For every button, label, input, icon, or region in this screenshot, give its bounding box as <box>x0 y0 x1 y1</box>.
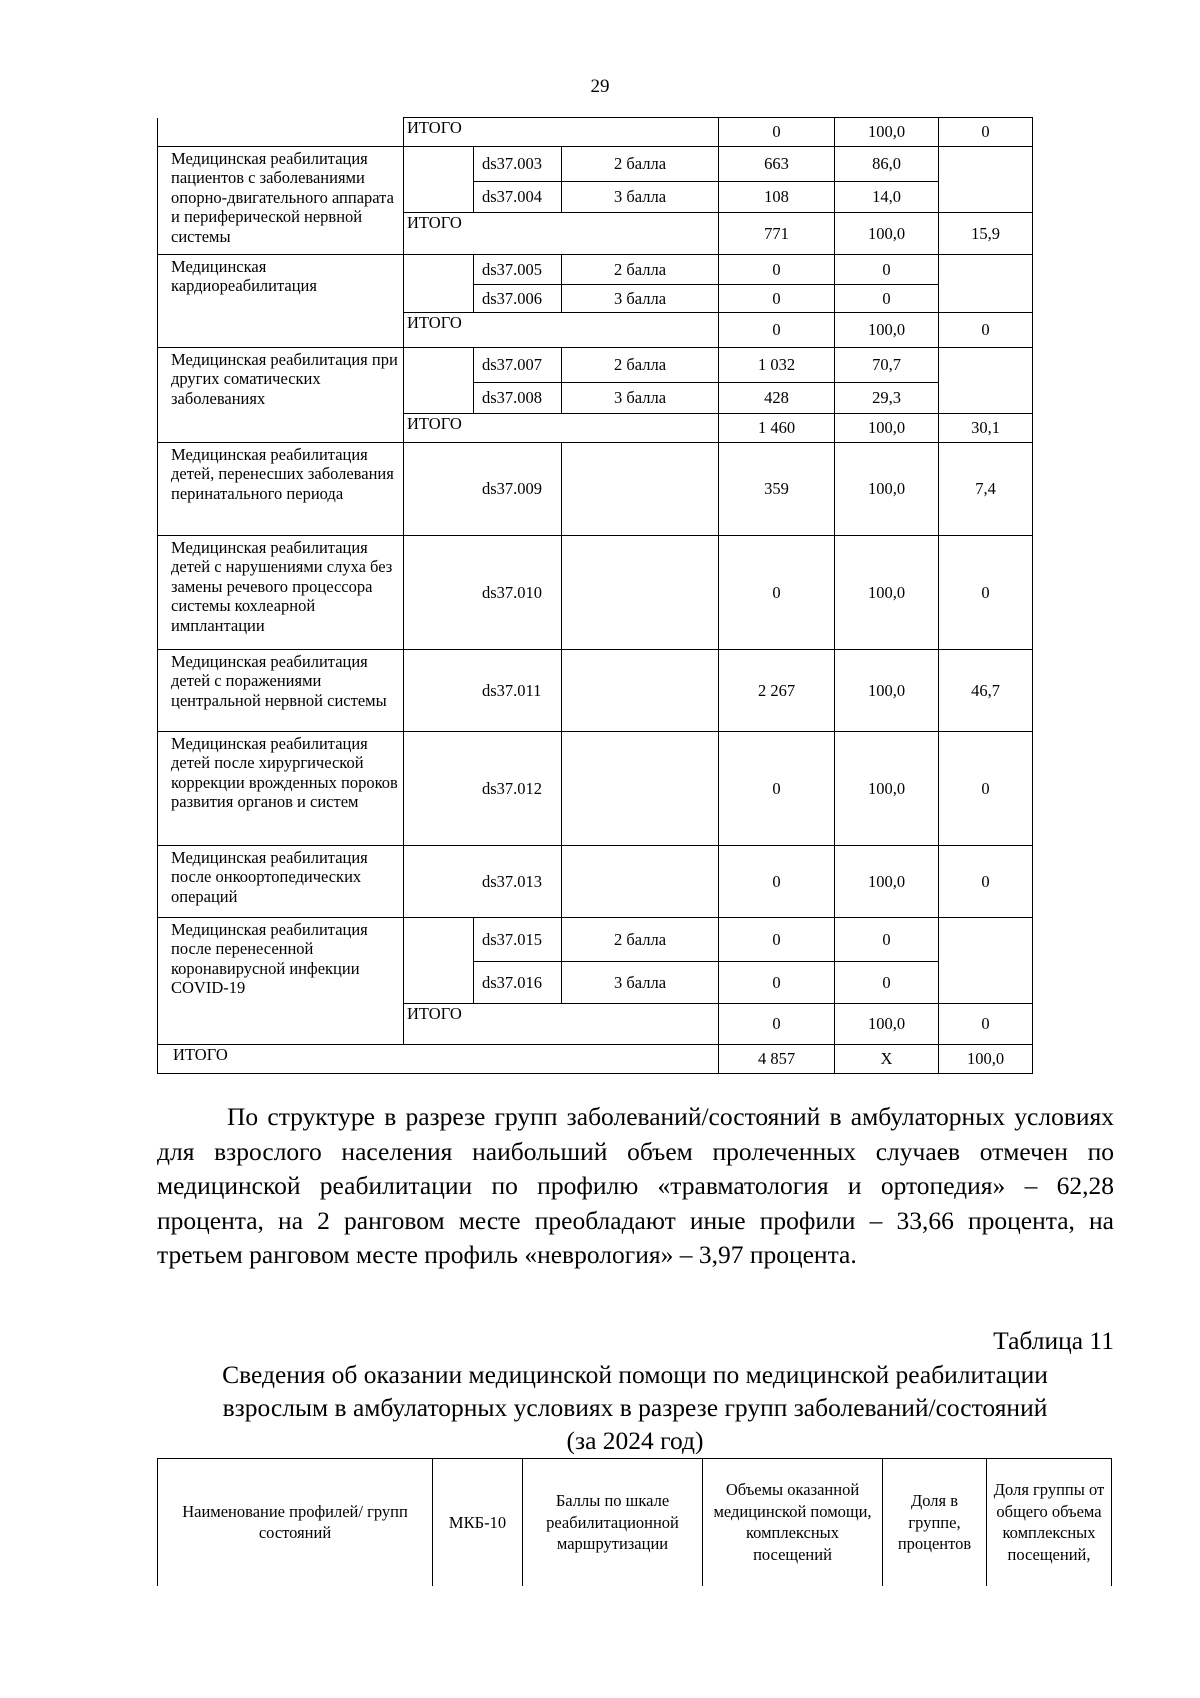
table-title-line: взрослым в амбулаторных условиях в разрезе групп заболеваний/состояний <box>222 1393 1048 1422</box>
share-cell: 14,0 <box>835 182 939 213</box>
code-cell: ds37.010 <box>404 536 562 650</box>
empty-cell <box>158 118 404 147</box>
code-cell: ds37.004 <box>474 182 562 213</box>
share-cell: 0 <box>835 255 939 285</box>
total-share: 100,0 <box>835 414 939 443</box>
profile-name: Медицинская реабилитация при других соматических заболеваниях <box>158 348 404 443</box>
empty-cell <box>562 650 719 732</box>
table-title-line: (за 2024 год) <box>566 1426 704 1455</box>
code-cell: ds37.012 <box>404 732 562 846</box>
header-icd: МКБ-10 <box>433 1459 523 1586</box>
total-group-share: 0 <box>939 313 1033 348</box>
score-cell: 3 балла <box>562 383 719 414</box>
profile-name: Медицинская реабилитация детей с поражениями центральной нервной системы <box>158 650 404 732</box>
count-cell: 0 <box>719 732 835 846</box>
total-label: ИТОГО <box>404 213 719 255</box>
share-cell: 100,0 <box>835 732 939 846</box>
count-cell: 0 <box>719 536 835 650</box>
empty-cell <box>939 147 1033 213</box>
table-row <box>158 846 1033 918</box>
share-cell: 0 <box>835 962 939 1004</box>
total-count: 1 460 <box>719 414 835 443</box>
total-label: ИТОГО <box>404 1004 719 1045</box>
count-cell: 1 032 <box>719 348 835 383</box>
share-cell: 0 <box>835 918 939 962</box>
table-row <box>158 918 1033 962</box>
header-share: Доля в группе, процентов <box>883 1459 987 1586</box>
empty-cell <box>562 536 719 650</box>
total-label: ИТОГО <box>404 313 719 348</box>
total-group-share: 30,1 <box>939 414 1033 443</box>
table-header-row <box>158 1459 1112 1586</box>
count-cell: 108 <box>719 182 835 213</box>
empty-cell <box>562 846 719 918</box>
profile-name: Медицинская реабилитация детей с нарушениями слуха без замены речевого процессора системы кохлеарной имплантации <box>158 536 404 650</box>
count-cell: 428 <box>719 383 835 414</box>
profile-name: Медицинская реабилитация детей, перенесших заболевания перинатального периода <box>158 443 404 536</box>
profile-name: Медицинская реабилитация после онкоортопедических операций <box>158 846 404 918</box>
table-number-label: Таблица 11 <box>993 1326 1114 1355</box>
profile-name: Медицинская реабилитация детей после хирургической коррекции врожденных пороков развития органов и систем <box>158 732 404 846</box>
body-paragraph <box>157 1100 1114 1273</box>
share-cell: 29,3 <box>835 383 939 414</box>
table-row <box>158 443 1033 536</box>
profile-name: Медицинская реабилитация пациентов с заболеваниями опорно-двигательного аппарата и периферической нервной системы <box>158 147 404 255</box>
score-cell: 2 балла <box>562 918 719 962</box>
empty-cell <box>562 443 719 536</box>
table-11-header <box>157 1458 1112 1586</box>
total-label: ИТОГО <box>404 118 719 147</box>
total-count: 771 <box>719 213 835 255</box>
table-row <box>158 536 1033 650</box>
header-score: Баллы по шкале реабилитационной маршрутизации <box>523 1459 703 1586</box>
total-share: 100,0 <box>835 313 939 348</box>
code-cell: ds37.006 <box>474 285 562 313</box>
header-volume: Объемы оказанной медицинской помощи, комплексных посещений <box>703 1459 883 1586</box>
code-cell: ds37.008 <box>474 383 562 414</box>
empty-cell <box>562 732 719 846</box>
count-cell: 2 267 <box>719 650 835 732</box>
share-cell: 100,0 <box>835 443 939 536</box>
profile-name: Медицинская кардиореабилитация <box>158 255 404 348</box>
share-cell: 70,7 <box>835 348 939 383</box>
total-label: ИТОГО <box>404 414 719 443</box>
count-cell: 0 <box>719 255 835 285</box>
empty-cell <box>404 348 474 414</box>
count-cell: 0 <box>719 962 835 1004</box>
code-cell: ds37.009 <box>404 443 562 536</box>
group-share-cell: 46,7 <box>939 650 1033 732</box>
empty-cell <box>939 918 1033 1004</box>
total-count: 0 <box>719 1004 835 1045</box>
total-group-share: 15,9 <box>939 213 1033 255</box>
data-table-continuation <box>157 117 1033 1074</box>
code-cell: ds37.005 <box>474 255 562 285</box>
paragraph-text: По структуре в разрезе групп заболеваний/состояний в амбулаторных условиях для взрослого населения наибольший объем пролеченных случаев отмечен по медицинской реабилитации по профилю «травматология и ортопедия» – 62,28 процента, на 2 ранговом месте преобладают иные профили – 33,66 процента, на третьем ранговом месте профиль «неврология» – 3,97 процента. <box>157 1102 1114 1269</box>
code-cell: ds37.015 <box>474 918 562 962</box>
table-row <box>158 650 1033 732</box>
total-share: 100,0 <box>835 1004 939 1045</box>
total-group-share: 0 <box>939 118 1033 147</box>
group-share-cell: 0 <box>939 846 1033 918</box>
table-title <box>150 1358 1120 1457</box>
code-cell: ds37.011 <box>404 650 562 732</box>
page-number: 29 <box>590 76 610 97</box>
count-cell: 0 <box>719 918 835 962</box>
score-cell: 3 балла <box>562 285 719 313</box>
table-row <box>158 732 1033 846</box>
group-share-cell: 0 <box>939 732 1033 846</box>
table-row-grand-total <box>158 1045 1033 1074</box>
table-row <box>158 255 1033 285</box>
share-cell: 100,0 <box>835 650 939 732</box>
profile-name: Медицинская реабилитация после перенесенной коронавирусной инфекции COVID-19 <box>158 918 404 1045</box>
table-row-total <box>158 118 1033 147</box>
group-share-cell: 7,4 <box>939 443 1033 536</box>
grand-total-label: ИТОГО <box>158 1045 719 1074</box>
score-cell: 3 балла <box>562 962 719 1004</box>
group-share-cell: 0 <box>939 536 1033 650</box>
score-cell: 2 балла <box>562 147 719 182</box>
table-row <box>158 147 1033 182</box>
code-cell: ds37.013 <box>404 846 562 918</box>
empty-cell <box>404 918 474 1004</box>
score-cell: 2 балла <box>562 348 719 383</box>
total-share: 100,0 <box>835 213 939 255</box>
table-row <box>158 348 1033 383</box>
code-cell: ds37.016 <box>474 962 562 1004</box>
grand-total-share: Х <box>835 1045 939 1074</box>
share-cell: 100,0 <box>835 536 939 650</box>
share-cell: 0 <box>835 285 939 313</box>
total-count: 0 <box>719 118 835 147</box>
table-title-line: Сведения об оказании медицинской помощи по медицинской реабилитации <box>222 1360 1048 1389</box>
count-cell: 663 <box>719 147 835 182</box>
total-count: 0 <box>719 313 835 348</box>
empty-cell <box>939 255 1033 313</box>
code-cell: ds37.003 <box>474 147 562 182</box>
grand-total-count: 4 857 <box>719 1045 835 1074</box>
count-cell: 359 <box>719 443 835 536</box>
count-cell: 0 <box>719 285 835 313</box>
empty-cell <box>404 255 474 313</box>
header-profile: Наименование профилей/ групп состояний <box>158 1459 433 1586</box>
code-cell: ds37.007 <box>474 348 562 383</box>
count-cell: 0 <box>719 846 835 918</box>
share-cell: 86,0 <box>835 147 939 182</box>
empty-cell <box>404 147 474 213</box>
header-group-share: Доля группы от общего объема комплексных посещений, <box>987 1459 1112 1586</box>
score-cell: 2 балла <box>562 255 719 285</box>
grand-total-group-share: 100,0 <box>939 1045 1033 1074</box>
score-cell: 3 балла <box>562 182 719 213</box>
total-share: 100,0 <box>835 118 939 147</box>
empty-cell <box>939 348 1033 414</box>
total-group-share: 0 <box>939 1004 1033 1045</box>
share-cell: 100,0 <box>835 846 939 918</box>
